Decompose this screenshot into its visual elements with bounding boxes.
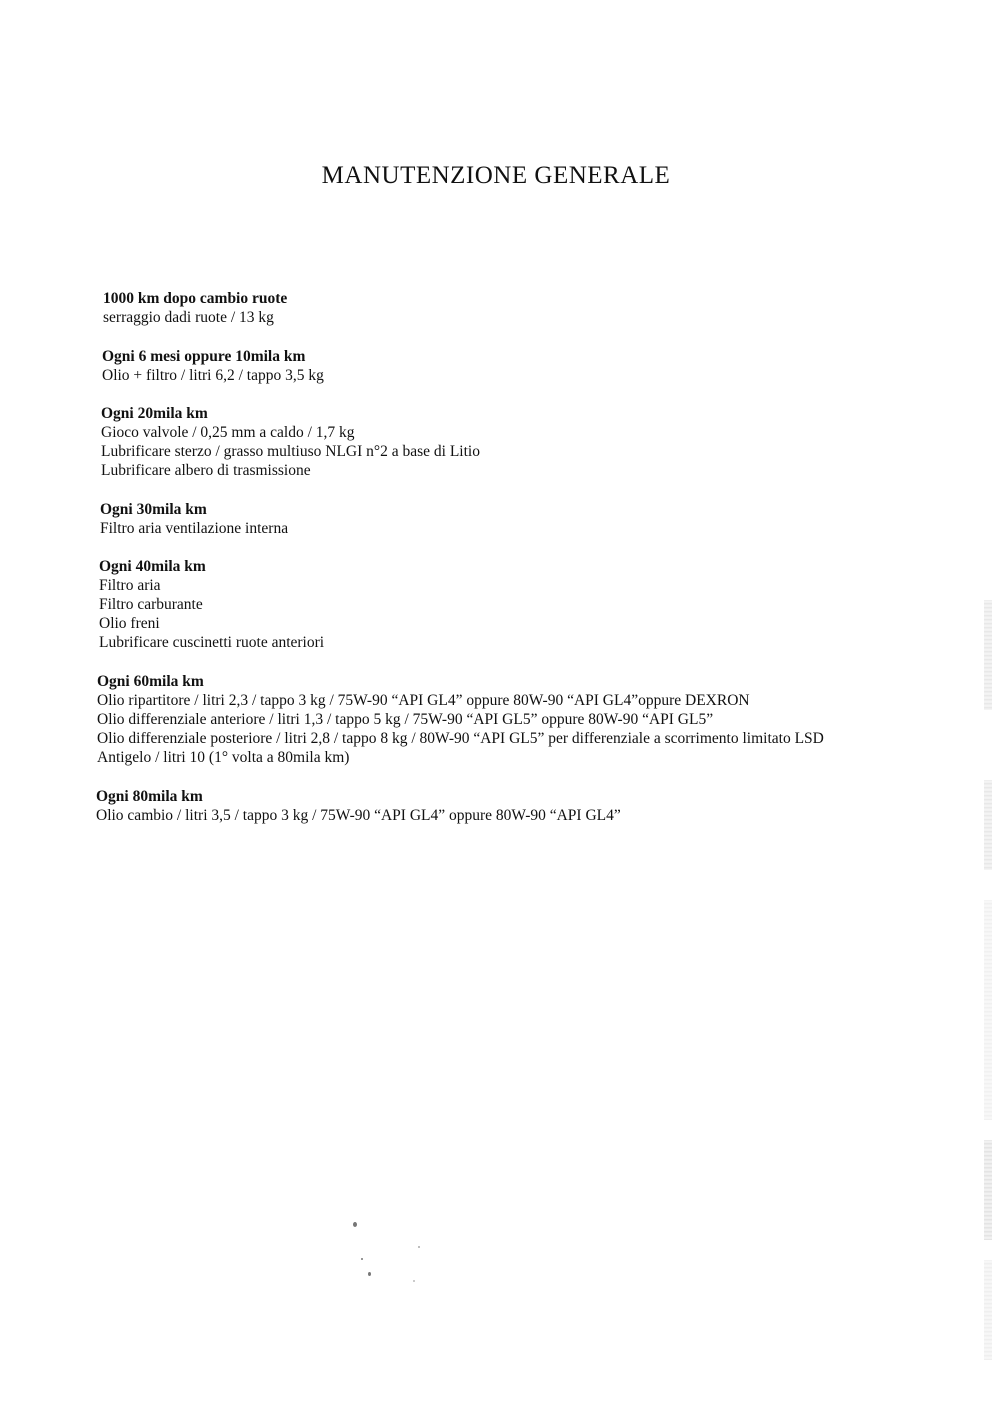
section-line: Lubrificare albero di trasmissione (101, 462, 311, 479)
section-line: Filtro aria (99, 577, 161, 594)
section-line: Olio ripartitore / litri 2,3 / tappo 3 kg / 75W-90 “API GL4” oppure 80W-90 “API GL4”oppure DEXRON (97, 692, 750, 709)
section-1000km (103, 289, 287, 327)
scan-edge-artifact (984, 1140, 992, 1240)
section-line: Olio cambio / litri 3,5 / tappo 3 kg / 75W-90 “API GL4” oppure 80W-90 “API GL4” (96, 807, 621, 824)
scan-edge-artifact (984, 1260, 992, 1360)
section-6-mesi (102, 347, 324, 385)
section-40mila (99, 557, 324, 652)
page-title: MANUTENZIONE GENERALE (321, 162, 671, 189)
scan-speck (413, 1280, 415, 1282)
section-line: Olio differenziale anteriore / litri 1,3 / tappo 5 kg / 75W-90 “API GL5” oppure 80W-90 “API GL5” (97, 711, 714, 728)
section-line: Olio freni (99, 615, 160, 632)
scan-edge-artifact (984, 900, 992, 1120)
section-heading: Ogni 6 mesi oppure 10mila km (102, 348, 306, 365)
scan-edge-artifact (984, 780, 992, 870)
section-30mila (100, 500, 288, 538)
section-line: Lubrificare cuscinetti ruote anteriori (99, 634, 325, 651)
section-heading: Ogni 80mila km (96, 788, 203, 805)
section-line: Gioco valvole / 0,25 mm a caldo / 1,7 kg (101, 424, 355, 441)
scan-edge-artifact (984, 600, 992, 710)
section-heading: Ogni 60mila km (97, 673, 204, 690)
section-line: Olio differenziale posteriore / litri 2,8 / tappo 8 kg / 80W-90 “API GL5” per differenziale a scorrimento limitato LSD (97, 730, 824, 747)
section-line: Olio + filtro / litri 6,2 / tappo 3,5 kg (102, 367, 324, 384)
scan-speck (361, 1258, 363, 1260)
section-line: Filtro aria ventilazione interna (100, 520, 289, 537)
section-line: Filtro carburante (99, 596, 203, 613)
section-line: Lubrificare sterzo / grasso multiuso NLGI n°2 a base di Litio (101, 443, 480, 460)
section-80mila (96, 787, 621, 825)
section-heading: Ogni 20mila km (101, 405, 208, 422)
section-heading: 1000 km dopo cambio ruote (103, 290, 288, 307)
section-20mila (101, 404, 480, 480)
section-heading: Ogni 30mila km (100, 501, 207, 518)
section-60mila (97, 672, 824, 767)
scan-speck (353, 1222, 357, 1227)
section-heading: Ogni 40mila km (99, 558, 206, 575)
scan-speck (368, 1272, 371, 1276)
section-line: serraggio dadi ruote / 13 kg (103, 309, 274, 326)
scan-speck (418, 1246, 420, 1248)
section-line: Antigelo / litri 10 (1° volta a 80mila km) (97, 749, 350, 766)
